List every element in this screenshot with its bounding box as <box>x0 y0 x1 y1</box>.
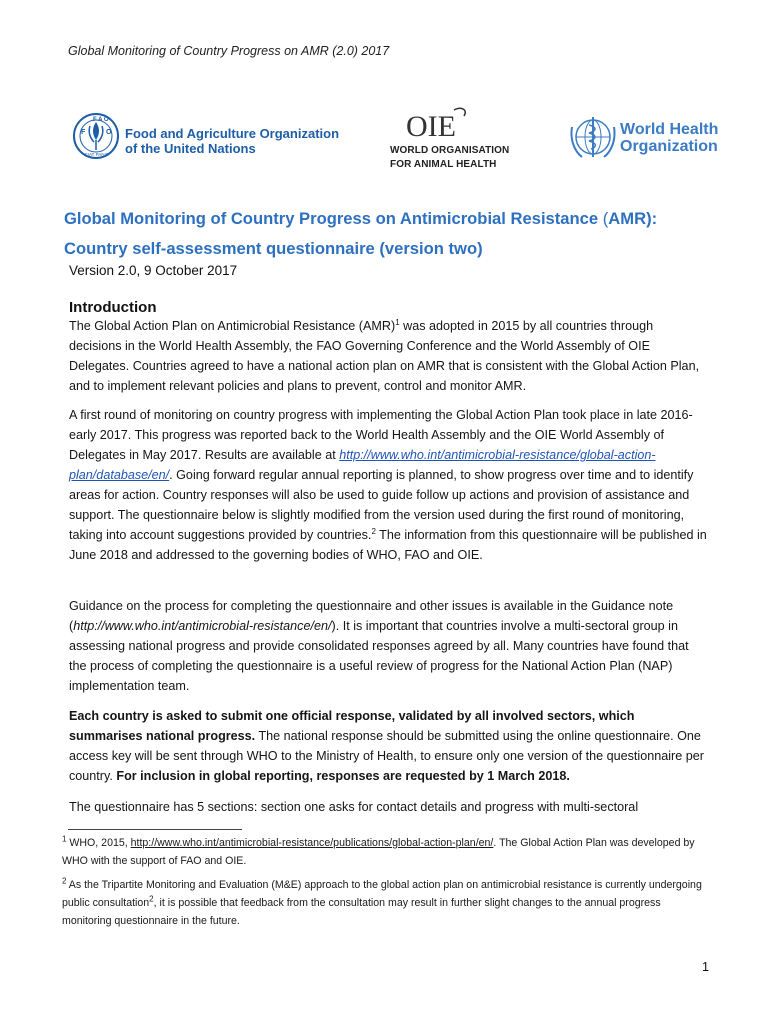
footnote-divider <box>68 829 242 830</box>
guidance-link[interactable]: http://www.who.int/antimicrobial-resistance/en/ <box>73 619 332 633</box>
oie-logo-text <box>390 144 509 172</box>
fao-emblem-icon <box>72 112 120 165</box>
who-line2: Organization <box>620 138 718 155</box>
introduction-heading: Introduction <box>69 299 157 316</box>
footnote-1: $^1$ WHO, 2015, http://www.who.int/antimicrobial-resistance/publications/global-action-plan/en/. The Global Action Plan was developed by WHO with the support of FAO and OIE. <box>62 834 695 867</box>
footnote-ref-1[interactable]: 1 <box>395 317 400 327</box>
intro-paragraph-3: Guidance on the process for completing the questionnaire and other issues is available in the Guidance note (http://www.who.int/antimicrobial-resistance/en/). It is important that countries involve a multi-sectoral group in assessing national progress and provide consolidated responses agreed by all. Many countries have found that the process of completing the questionnaire is a useful review of progress for the National Action Plan (NAP) implementation team. <box>69 599 689 693</box>
intro-paragraph-5: The questionnaire has 5 sections: section one asks for contact details and progress with multi-sectoral <box>69 800 639 814</box>
svg-text:O: O <box>106 129 112 136</box>
oie-mark-icon <box>404 104 470 147</box>
document-title <box>64 204 744 264</box>
who-logo-text <box>620 121 718 155</box>
running-header: Global Monitoring of Country Progress on AMR (2.0) 2017 <box>68 44 390 58</box>
version-line: Version 2.0, 9 October 2017 <box>69 263 238 278</box>
intro-paragraph-2: A first round of monitoring on country progress with implementing the Global Action Plan took place in late 2016-early 2017. This progress was reported back to the World Health Assembly and the OIE World Assembly of Delegates in May 2017. Results are available at http://www.who.int/antimicrobial-resistance/global-action-plan/database/en/. Going forward regular annual reporting is planned, to show progress over time and to identify areas for action. Country responses will also be used to guide follow up actions and provision of assistance and support. The questionnaire below is slightly modified from the version used during the first round of monitoring, taking into account suggestions provided by countries.$^2$ The information from this questionnaire will be published in June 2018 and addressed to the governing bodies of WHO, FAO and OIE. <box>69 408 707 562</box>
footnote-ref-2[interactable]: 2 <box>371 526 376 536</box>
fao-logo-text <box>125 126 339 156</box>
svg-text:F: F <box>81 129 86 136</box>
fao-line1: Food and Agriculture Organization <box>125 126 340 141</box>
title-line1: Global Monitoring of Country Progress on Antimicrobial Resistance (AMR): <box>64 209 658 228</box>
fao-line2: of the United Nations <box>125 141 256 156</box>
who-line1: World Health <box>620 121 719 138</box>
page-number: 1 <box>702 960 709 974</box>
fao-emblem-motto: FIAT PANIS <box>85 152 109 157</box>
intro-paragraph-1: The Global Action Plan on Antimicrobial Resistance (AMR)$^1$ was adopted in 2015 by all countries through decisions in the World Health Assembly, the FAO Governing Conference and the World Assembly of OIE Delegates. Countries agreed to have a national action plan on AMR that is consistent with the Global Action Plan, and to implement relevant policies and plans to prevent, control and monitor AMR. <box>69 317 700 393</box>
footnote-2: $^2$ As the Tripartite Monitoring and Evaluation (M&E) approach to the global action plan on antimicrobial resistance is currently undergoing public consultation$^2$, it is possible that feedback from the consultation may result in further slight changes to the annual progress monitoring questionnaire in the future. <box>62 876 702 927</box>
gap-publication-link[interactable]: http://www.who.int/antimicrobial-resistance/publications/global-action-plan/en/ <box>130 837 494 849</box>
fao-emblem-letters: F A O <box>93 117 109 123</box>
oie-line2: FOR ANIMAL HEALTH <box>390 159 497 170</box>
who-emblem-icon <box>568 113 618 166</box>
intro-paragraph-4: Each country is asked to submit one official response, validated by all involved sectors, which summarises national progress. The national response should be submitted using the online questionnaire. One access key will be sent through WHO to the Ministry of Health, to ensure only one version of the questionnaire per country. For inclusion in global reporting, responses are requested by 1 March 2018. <box>69 709 704 783</box>
database-link[interactable]: http://www.who.int/antimicrobial-resistance/global-action-plan/database/en/ <box>69 448 656 482</box>
oie-line1: WORLD ORGANISATION <box>390 145 510 156</box>
oie-mark-text: OIE <box>406 110 456 142</box>
title-line2: Country self-assessment questionnaire (version two) <box>64 239 483 258</box>
